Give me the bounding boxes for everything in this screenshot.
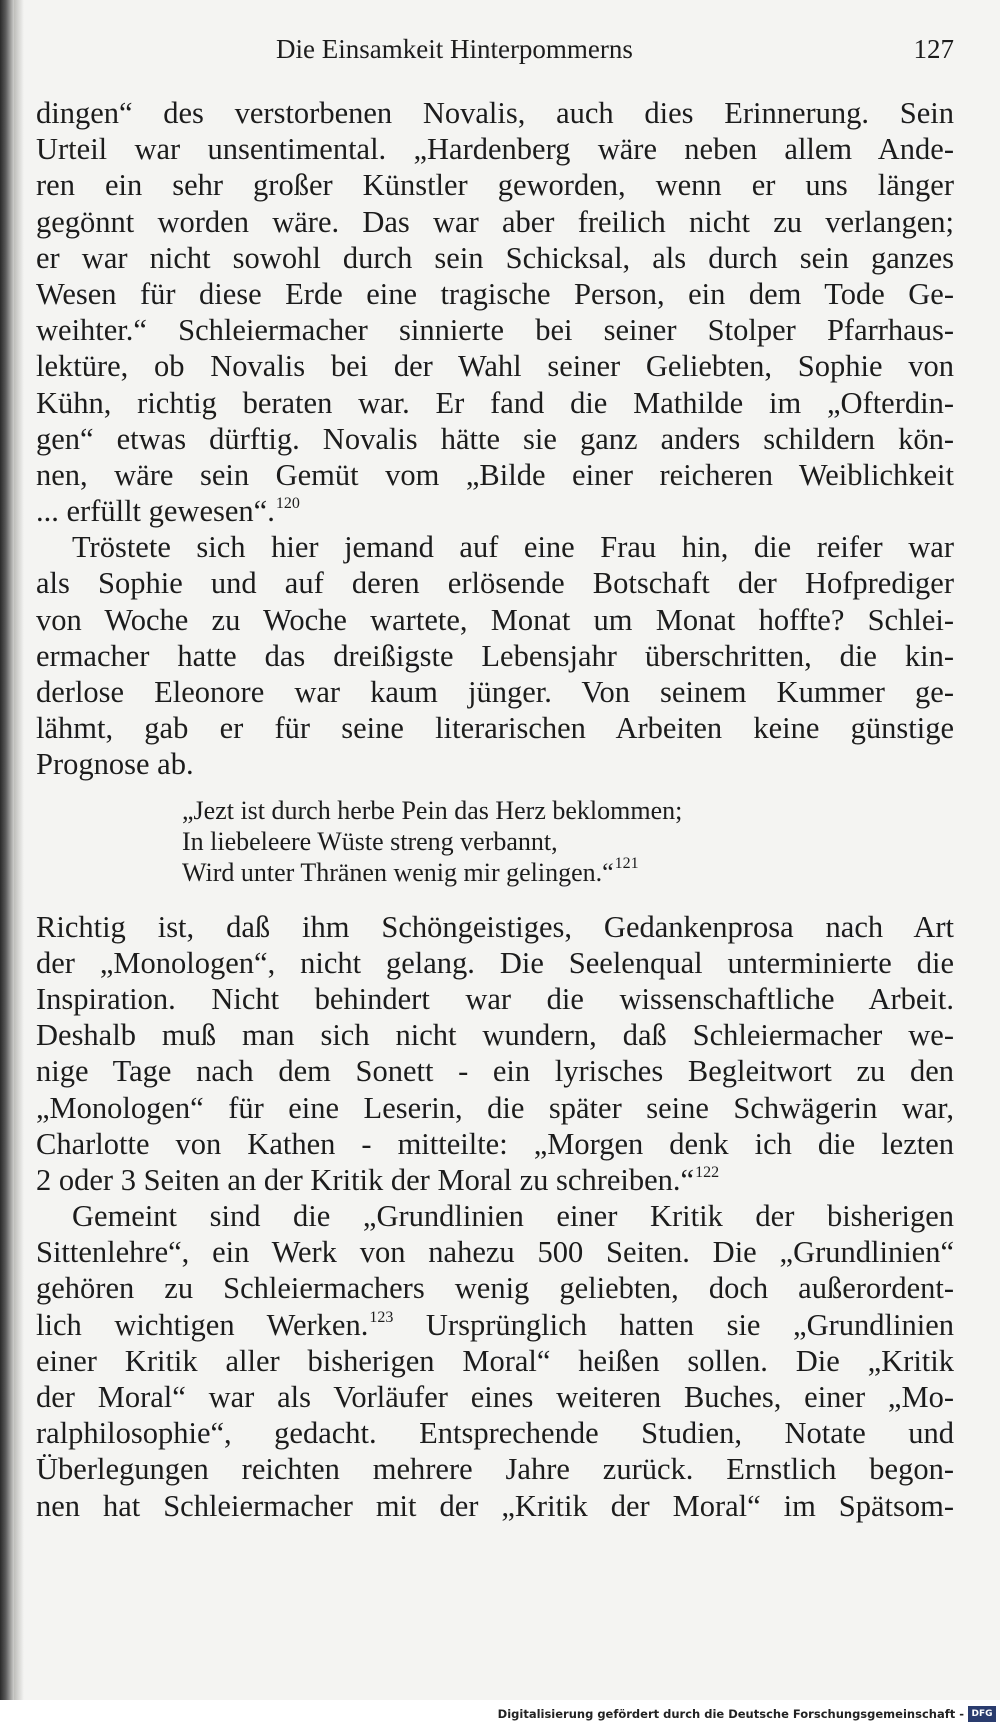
footnote-ref-122: 122 [695, 1163, 720, 1181]
text-line: Sittenlehre“, ein Werk von nahezu 500 Seiten. Die „Grundlinien“ [36, 1235, 954, 1270]
footnote-ref-123: 123 [369, 1308, 394, 1326]
text-line: Kühn, richtig beraten war. Er fand die Mathilde im „Ofterdin- [36, 385, 954, 420]
text-line: nige Tage nach dem Sonett - ein lyrisches Begleitwort zu den [36, 1054, 954, 1089]
running-title: Die Einsamkeit Hinterpommerns [276, 34, 633, 64]
page-number: 127 [913, 34, 954, 64]
text-line: Tröstete sich hier jemand auf eine Frau hin, die reifer war [72, 530, 954, 565]
text-line: einer Kritik aller bisherigen Moral“ heißen sollen. Die „Kritik [36, 1343, 954, 1378]
text-line: lektüre, ob Novalis bei der Wahl seiner Geliebten, Sophie von [36, 349, 954, 384]
digitization-footer [0, 1700, 1000, 1731]
dfg-logo: DFG [968, 1706, 996, 1722]
text-line [36, 493, 954, 529]
verse-line: „Jezt ist durch herbe Pein das Herz beklommen; [182, 795, 683, 825]
text-line: Wesen für diese Erde eine tragische Person, ein dem Tode Ge- [36, 276, 954, 311]
body-text [36, 95, 954, 1524]
text-line: der „Monologen“, nicht gelang. Die Seelenqual unterminierte die [36, 945, 954, 980]
text-line: lähmt, gab er für seine literarischen Arbeiten keine günstige [36, 711, 954, 746]
text-line: Deshalb muß man sich nicht wundern, daß Schleiermacher we- [36, 1018, 954, 1053]
text-span: lich wichtigen Werken. [36, 1307, 369, 1342]
text-line [36, 1307, 954, 1343]
book-gutter [14, 0, 24, 1700]
text-line: Prognose ab. [36, 747, 194, 782]
text-line: „Monologen“ für eine Leserin, die später seine Schwägerin war, [36, 1090, 954, 1125]
paragraph-2 [36, 529, 954, 782]
text-line: Inspiration. Nicht behindert war die wissenschaftliche Arbeit. [36, 981, 954, 1016]
footnote-ref-121: 121 [614, 854, 639, 872]
verse-quote [36, 795, 954, 888]
text-line: er war nicht sowohl durch sein Schicksal, als durch sein ganzes [36, 240, 954, 275]
text-line: Richtig ist, daß ihm Schöngeistiges, Gedankenprosa nach Art [36, 909, 954, 944]
text-line: gen“ etwas dürftig. Novalis hätte sie ganz anders schildern kön- [36, 421, 954, 456]
book-spine-shadow [0, 0, 14, 1700]
text-line: nen, wäre sein Gemüt vom „Bilde einer reicheren Weiblichkeit [36, 457, 954, 492]
verse-line [182, 854, 954, 888]
text-line: nen hat Schleiermacher mit der „Kritik der Moral“ im Spätsom- [36, 1488, 954, 1523]
text-line: gegönnt worden wäre. Das war aber freilich nicht zu verlangen; [36, 204, 954, 239]
verse-line: In liebeleere Wüste streng verbannt, [182, 826, 558, 856]
text-span: 2 oder 3 Seiten an der Kritik der Moral zu schreiben.“ [36, 1162, 695, 1197]
text-line: Charlotte von Kathen - mitteilte: „Morgen denk ich die lezten [36, 1126, 954, 1161]
text-line: ermacher hatte das dreißigste Lebensjahr überschritten, die kin- [36, 638, 954, 673]
text-line [36, 1162, 954, 1198]
text-span: ... erfüllt gewesen“. [36, 494, 275, 529]
text-line: weihter.“ Schleiermacher sinnierte bei seiner Stolper Pfarrhaus- [36, 313, 954, 348]
footnote-ref-120: 120 [275, 495, 300, 513]
text-line: ren ein sehr großer Künstler geworden, wenn er uns länger [36, 168, 954, 203]
text-line: Urteil war unsentimental. „Hardenberg wäre neben allem Ande- [36, 132, 954, 167]
text-line: gehören zu Schleiermachers wenig geliebten, doch außerordent- [36, 1271, 954, 1306]
text-line: Überlegungen reichten mehrere Jahre zurück. Ernstlich begon- [36, 1452, 954, 1487]
text-line: von Woche zu Woche wartete, Monat um Monat hoffte? Schlei- [36, 602, 954, 637]
text-line: ralphilosophie“, gedacht. Entsprechende Studien, Notate und [36, 1416, 954, 1451]
text-line: Gemeint sind die „Grundlinien einer Kritik der bisherigen [72, 1199, 954, 1234]
paragraph-1 [36, 95, 954, 529]
footer-credit: Digitalisierung gefördert durch die Deutsche Forschungsgemeinschaft - [497, 1707, 964, 1721]
text-line: derlose Eleonore war kaum jünger. Von seinem Kummer ge- [36, 675, 954, 709]
text-line: der Moral“ war als Vorläufer eines weiteren Buches, einer „Mo- [36, 1380, 954, 1414]
text-line: als Sophie und auf deren erlösende Botschaft der Hofprediger [36, 566, 954, 601]
paragraph-3 [36, 909, 954, 1199]
text-line: dingen“ des verstorbenen Novalis, auch dies Erinnerung. Sein [36, 96, 954, 130]
text-span: Ursprünglich hatten sie „Grundlinien [393, 1307, 954, 1342]
paragraph-4 [36, 1198, 954, 1524]
text-span: Wird unter Thränen wenig mir gelingen.“ [182, 857, 614, 887]
page-header [36, 28, 954, 72]
